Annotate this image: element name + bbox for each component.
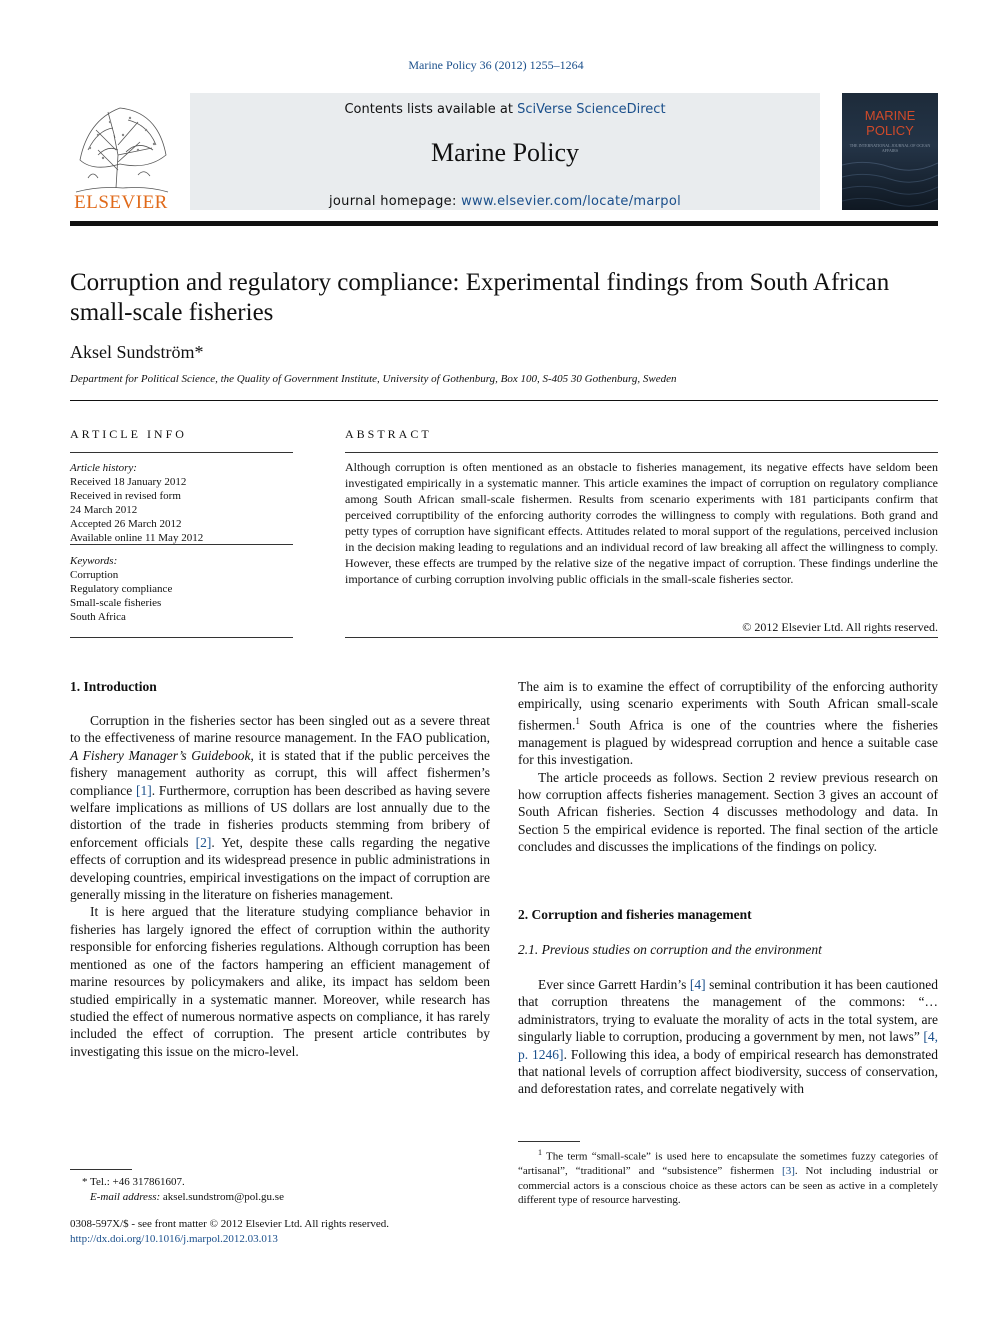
article-history: [70, 461, 203, 545]
keyword-item: Corruption: [70, 569, 119, 581]
right-column-text: [518, 678, 938, 856]
keyword-item: South Africa: [70, 611, 126, 623]
homepage-prefix: journal homepage:: [328, 194, 462, 209]
journal-homepage-line: [190, 194, 820, 209]
cover-title: MARINE POLICY: [864, 108, 916, 138]
elsevier-wordmark: ELSEVIER: [74, 192, 168, 213]
history-item: Accepted 26 March 2012: [70, 518, 182, 530]
journal-cover-image: [842, 93, 938, 210]
text-run: seminal contribution it has been cautioned that corruption threatens the management of the commons: “…administrators, trying to evaluate the morality of acts in the total system, are singularly liable to corruption, producing a government by men, not laws”: [518, 977, 938, 1045]
citation-link[interactable]: [4, p. 1246]: [518, 1029, 938, 1062]
issn-line: 0308-597X/$ - see front matter © 2012 Elsevier Ltd. All rights reserved.: [70, 1218, 390, 1230]
author-email[interactable]: aksel.sundstrom@pol.gu.se: [162, 1191, 284, 1203]
text-run: South Africa is one of the countries where the fisheries management is plagued by widespread corruption and hence a suitable case for this investigation.: [518, 717, 938, 768]
text-run: Ever since Garrett Hardin’s: [538, 977, 690, 992]
author-note-mark[interactable]: *: [194, 342, 204, 362]
article-info-heading: ARTICLE INFO: [70, 427, 187, 441]
footnote-rule: [70, 1169, 132, 1170]
paragraph: The article proceeds as follows. Section 2 review previous research on how corruption affects fisheries management. Section 3 gives an account of South African fisheries. Section 4 discusses methodology and data. In Section 5 the empirical evidence is reported. The final section of the article concludes and discusses the implications of the findings on policy.: [518, 769, 938, 855]
citation-link[interactable]: [2]: [195, 834, 212, 850]
text-run: . Yet, despite these calls regarding the negative effects of corruption and its widespread presence in public administrations in developing countries, empirical investigations on the impact of corruption are generally missing in the literature on fisheries management.: [70, 834, 490, 903]
front-matter: [70, 1217, 389, 1247]
history-item: Received in revised form: [70, 490, 181, 502]
abstract-rule: [345, 637, 938, 638]
right-column-text-continued: [518, 976, 938, 1098]
cover-subtitle: THE INTERNATIONAL JOURNAL OF OCEAN AFFAIRS: [849, 143, 931, 153]
homepage-link[interactable]: www.elsevier.com/locate/marpol: [461, 194, 681, 209]
journal-citation[interactable]: Marine Policy 36 (2012) 1255–1264: [408, 58, 584, 72]
author-telephone: * Tel.: +46 317861607.: [82, 1176, 185, 1188]
citation-link[interactable]: [4]: [689, 977, 706, 992]
author-footnote: [70, 1175, 284, 1205]
citation-link[interactable]: [1]: [135, 782, 152, 798]
author-name[interactable]: Aksel Sundström: [70, 342, 195, 362]
text-run: . Following this idea, a body of empirical research has demonstrated that national levels of corruption affect biodiversity, success of conservation, and deforestation rates, and correlate negatively with: [518, 1046, 938, 1097]
keyword-item: Regulatory compliance: [70, 583, 173, 595]
keywords: [70, 554, 172, 624]
article-info-rule: [70, 452, 293, 453]
article-title: Corruption and regulatory compliance: Experimental findings from South African small-scale fisheries: [70, 269, 890, 326]
keyword-item: Small-scale fisheries: [70, 597, 162, 609]
footnote-number: 1: [538, 1148, 542, 1157]
section-heading-2: 2. Corruption and fisheries management: [518, 907, 752, 922]
cover-waves-graphic: [842, 155, 938, 210]
contents-prefix: Contents lists available at: [344, 102, 518, 117]
sciencedirect-link[interactable]: SciVerse ScienceDirect: [517, 102, 666, 117]
history-item: Received 18 January 2012: [70, 476, 187, 488]
contents-available-line: [190, 102, 820, 117]
author-affiliation: Department for Political Science, the Quality of Government Institute, University of Gothenburg, Box 100, S-405 30 Gothenburg, Sweden: [70, 373, 677, 385]
article-info-rule: [70, 637, 293, 638]
book-title: A Fishery Manager’s Guidebook: [70, 747, 251, 763]
author-line: [70, 342, 204, 363]
footnote-mark[interactable]: 1: [575, 715, 580, 726]
history-label: Article history:: [70, 462, 137, 474]
paragraph: [70, 712, 490, 903]
text-run: Corruption in the fisheries sector has been singled out as a severe threat to the effectiveness of marine resource management. In the FAO publication,: [70, 713, 490, 746]
subsection-heading-2-1: 2.1. Previous studies on corruption and the environment: [518, 942, 822, 957]
left-column-text: [70, 712, 490, 1060]
article-info-rule: [70, 544, 293, 545]
text-run: The term “small-scale” is used here to encapsulate the sometimes fuzzy categories of “artisanal”, “traditional” and “subsistence” fishermen: [518, 1150, 938, 1178]
paragraph: It is here argued that the literature studying compliance behavior in fisheries has largely ignored the effect of corruption within the authority responsible for enforcing fisheries regulations. Although corruption has been mentioned as one of the factors hampering an efficient management of marine resources by policymakers and alike, its impact has seldom been studied empirically in a systematic manner. Moreover, while research has studied the effect of numerous normative aspects on compliance, it has rarely included the effect of corruption. The present article contributes by investigating this issue on the micro-level.: [70, 904, 490, 1059]
text-run: , it is stated that if the public perceives the fishery management authority as corrupt, this will affect fishermen’s compliance: [70, 747, 490, 798]
abstract-copyright: © 2012 Elsevier Ltd. All rights reserved.: [742, 620, 938, 634]
footnote-rule: [518, 1141, 580, 1142]
keywords-label: Keywords:: [70, 555, 118, 567]
text-run: . Not including industrial or commercial actors is a conscious choice as these actors can be seen as active in a completely different type of resource harvesting.: [518, 1165, 939, 1207]
abstract-text: Although corruption is often mentioned as an obstacle to fisheries management, its negative effects have seldom been investigated empirically in a systematic manner. This article examines the impact of corruption on regulatory compliance among South African small-scale fishermen. Results from scenario experiments with 181 participants confirm that perceived corruptibility of the enforcing authority corrodes the willingness to comply with regulations. Both grand and petty types of corruption have significant effects. Attitudes related to moral support of the regulations, perceived inclusion in the decision making leading to regulations and an individual record of law breaking all affect the willingness to comply. However, these effects are trumped by the relative size of the negative impact of corruption. These findings underline the importance of curbing corruption involving public officials in the small-scale fisheries sector.: [345, 460, 938, 586]
citation-link[interactable]: [3]: [782, 1165, 795, 1178]
abstract-heading: ABSTRACT: [345, 427, 432, 441]
journal-name: Marine Policy: [430, 138, 580, 167]
footnote-1: [518, 1146, 938, 1208]
paragraph: [518, 976, 938, 1098]
doi-link[interactable]: http://dx.doi.org/10.1016/j.marpol.2012.03.013: [70, 1233, 278, 1245]
history-item: Available online 11 May 2012: [70, 532, 204, 544]
email-label: E-mail address:: [90, 1191, 161, 1203]
header-divider: [70, 221, 938, 226]
text-run: The aim is to examine the effect of corruptibility of the enforcing authority empirically, using scenario experiments with South African small-scale fishermen.: [518, 679, 938, 733]
paragraph: [518, 678, 938, 769]
history-item: 24 March 2012: [70, 504, 138, 516]
text-run: . Furthermore, corruption has been described as having severe welfare implications as millions of US dollars are lost annually due to the distortion of the trade in fisheries products stemming from bribery of enforcement officials: [70, 782, 490, 850]
section-heading-introduction: 1. Introduction: [70, 679, 157, 694]
author-email-line: [70, 1190, 284, 1205]
affiliation-divider: [70, 400, 938, 401]
abstract-rule: [345, 452, 938, 453]
